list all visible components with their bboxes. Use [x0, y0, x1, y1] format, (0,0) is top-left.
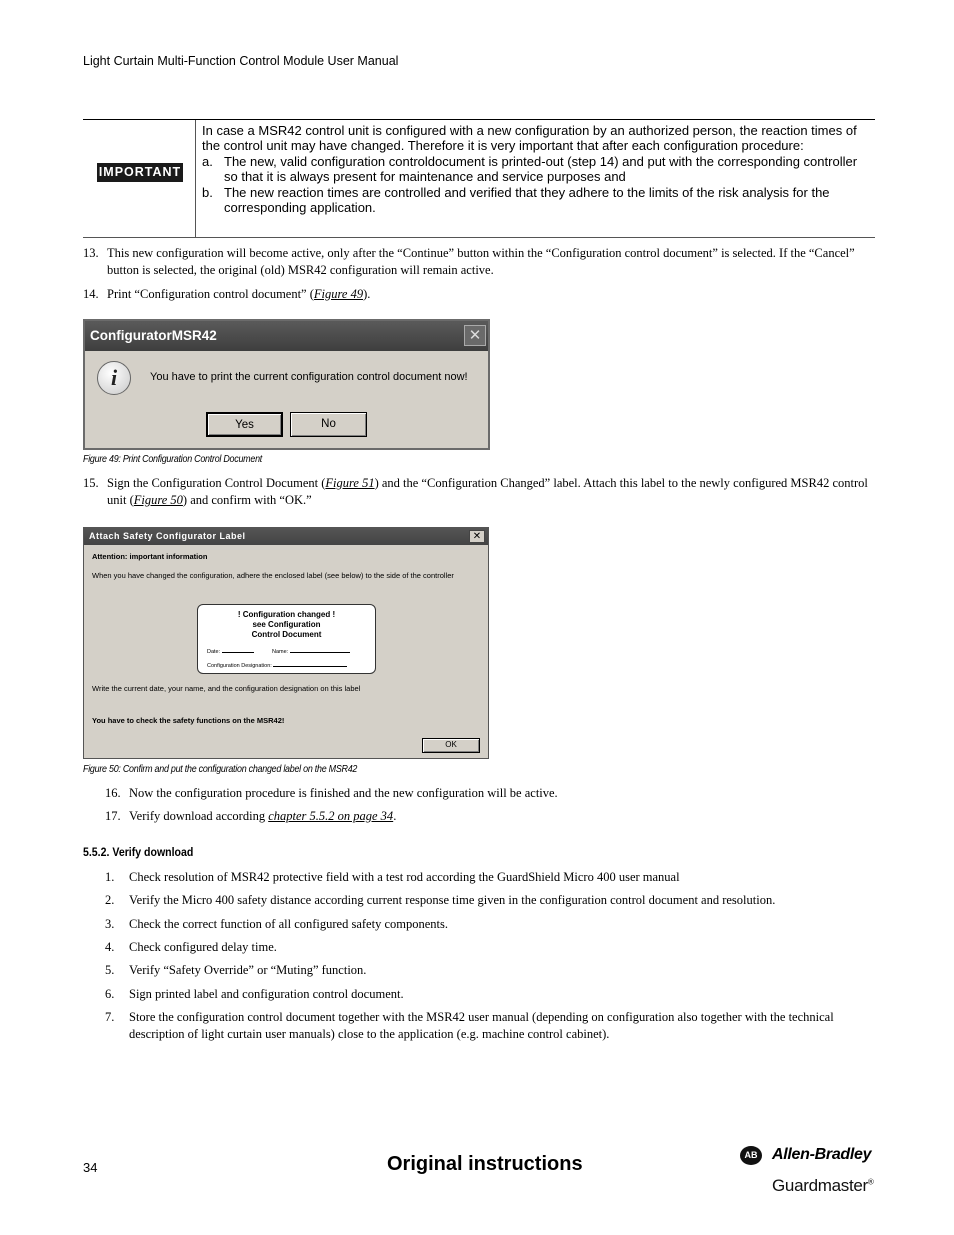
verify-step-1	[105, 869, 875, 887]
step-number: 3.	[105, 917, 115, 931]
important-badge: IMPORTANT	[97, 163, 183, 182]
section-heading: 5.5.2. Verify download	[83, 845, 194, 859]
designation-line	[273, 661, 347, 667]
step-text: This new configuration will become active, only after the “Continue” button within the “Configuration control document” is selected. If the “Cancel” button is selected, the original (old) MSR42 configuration will remain active.	[107, 246, 855, 277]
dialog-message: You have to print the current configuration control document now!	[150, 371, 468, 383]
name-label: Name:	[272, 649, 289, 655]
designation-label: Configuration Designation:	[207, 663, 272, 669]
instruction-text: When you have changed the configuration, adhere the enclosed label (see below) to the side of the controller	[92, 571, 454, 580]
name-line	[290, 647, 350, 653]
step-number: 6.	[105, 987, 115, 1001]
step-number: 16.	[105, 786, 121, 800]
check-note: You have to check the safety functions on the MSR42!	[92, 716, 285, 725]
step-17	[105, 808, 875, 826]
step-14	[83, 286, 875, 304]
close-icon[interactable]: ✕	[464, 325, 486, 346]
step-text-part: ) and the “Configuration Changed” label. Attach this label to the newly configured MSR42 control unit (	[107, 476, 868, 507]
yes-button[interactable]: Yes	[206, 412, 283, 437]
dialog-title: Attach Safety Configurator Label	[84, 528, 488, 545]
registered-mark: ®	[867, 1177, 874, 1187]
date-field	[207, 647, 254, 655]
item-label: a.	[202, 154, 213, 169]
name-field	[272, 647, 350, 655]
guardmaster-text: Guardmaster	[772, 1176, 868, 1195]
step-number: 2.	[105, 893, 115, 907]
step-text: Sign printed label and configuration control document.	[129, 987, 404, 1001]
attention-heading: Attention: important information	[92, 552, 208, 561]
label-dialog-screenshot	[83, 527, 489, 759]
label-line: see Configuration	[252, 620, 321, 629]
chapter-link[interactable]: chapter 5.5.2 on page 34	[268, 809, 394, 823]
label-line: Control Document	[251, 630, 322, 639]
info-icon: i	[97, 361, 131, 395]
label-heading	[198, 610, 375, 640]
step-text: Verify “Safety Override” or “Muting” function.	[129, 963, 367, 977]
step-16	[105, 785, 875, 803]
important-item	[202, 186, 870, 215]
verify-step-3	[105, 916, 875, 934]
step-number: 5.	[105, 963, 115, 977]
step-text	[129, 808, 396, 825]
step-number: 7.	[105, 1010, 115, 1024]
step-text	[107, 286, 370, 303]
label-line: ! Configuration changed !	[237, 610, 336, 619]
guardmaster-logo	[772, 1176, 874, 1196]
date-line	[222, 647, 254, 653]
figure-49-link[interactable]: Figure 49	[313, 287, 364, 301]
footer-title: Original instructions	[387, 1153, 583, 1175]
verify-step-6	[105, 986, 875, 1004]
step-text-part: ) and confirm with “OK.”	[182, 493, 312, 507]
verify-step-5	[105, 962, 875, 980]
verify-step-7	[105, 1009, 875, 1045]
step-text-part: Sign the Configuration Control Document (	[107, 476, 326, 490]
step-text	[107, 475, 874, 509]
close-icon[interactable]: ✕	[469, 530, 485, 543]
step-number: 1.	[105, 870, 115, 884]
step-number: 15.	[83, 476, 99, 490]
figure-50-caption: Figure 50: Confirm and put the configuration changed label on the MSR42	[83, 763, 358, 775]
step-text-pre: Print “Configuration control document” (	[107, 287, 314, 301]
step-text: Verify the Micro 400 safety distance according current response time given in the configuration control document and resolution.	[129, 893, 776, 907]
step-text: Check resolution of MSR42 protective field with a test rod according the GuardShield Micro 400 user manual	[129, 870, 680, 884]
step-text: Store the configuration control document together with the MSR42 user manual (depending on configuration also together with the technical description of light curtain user manuals) close to the application (e.g. machine control cabinet).	[129, 1010, 834, 1041]
step-number: 4.	[105, 940, 115, 954]
important-item	[202, 155, 870, 184]
item-text: The new reaction times are controlled and verified that they adhere to the limits of the risk analysis for the corresponding application.	[224, 185, 830, 215]
step-13	[83, 245, 875, 281]
step-15	[83, 475, 875, 511]
running-header: Light Curtain Multi-Function Control Module User Manual	[83, 54, 399, 68]
no-button[interactable]: No	[290, 412, 367, 437]
item-label: b.	[202, 185, 213, 200]
step-number: 14.	[83, 287, 99, 301]
figure-51-link[interactable]: Figure 51	[325, 476, 375, 490]
ok-button[interactable]: OK	[422, 738, 480, 753]
item-text: The new, valid configuration controldocument is printed-out (step 14) and put with the corresponding controller so that it is always present for maintenance and service purposes and	[224, 154, 858, 184]
step-text: Check configured delay time.	[129, 940, 277, 954]
step-text: Now the configuration procedure is finished and the new configuration will be active.	[129, 786, 558, 800]
write-note: Write the current date, your name, and the configuration designation on this label	[92, 684, 361, 693]
brand-name: Allen-Bradley	[772, 1146, 872, 1163]
important-text	[202, 124, 870, 215]
important-notice	[83, 119, 875, 238]
notice-divider	[195, 120, 196, 237]
step-text-pre: Verify download according	[129, 809, 269, 823]
configuration-label	[197, 604, 376, 674]
verify-step-4	[105, 939, 875, 957]
designation-field	[207, 661, 347, 669]
figure-49-caption: Figure 49: Print Configuration Control Document	[83, 453, 263, 465]
step-text-post: .	[393, 809, 397, 823]
page-number: 34	[83, 1160, 98, 1175]
dialog-title: ConfiguratorMSR42	[85, 321, 488, 351]
print-dialog-screenshot	[83, 319, 490, 450]
step-text-post: ).	[363, 287, 371, 301]
date-label: Date:	[207, 649, 221, 655]
verify-step-2	[105, 892, 875, 910]
step-number: 13.	[83, 246, 99, 260]
figure-50-link[interactable]: Figure 50	[133, 493, 183, 507]
step-number: 17.	[105, 809, 121, 823]
important-intro: In case a MSR42 control unit is configured with a new configuration by an authorized person, the reaction times of the control unit may have changed. Therefore it is very important that after each configuration procedure:	[202, 123, 857, 153]
allen-bradley-logo-icon: AB	[740, 1146, 762, 1165]
step-text: Check the correct function of all configured safety components.	[129, 917, 448, 931]
